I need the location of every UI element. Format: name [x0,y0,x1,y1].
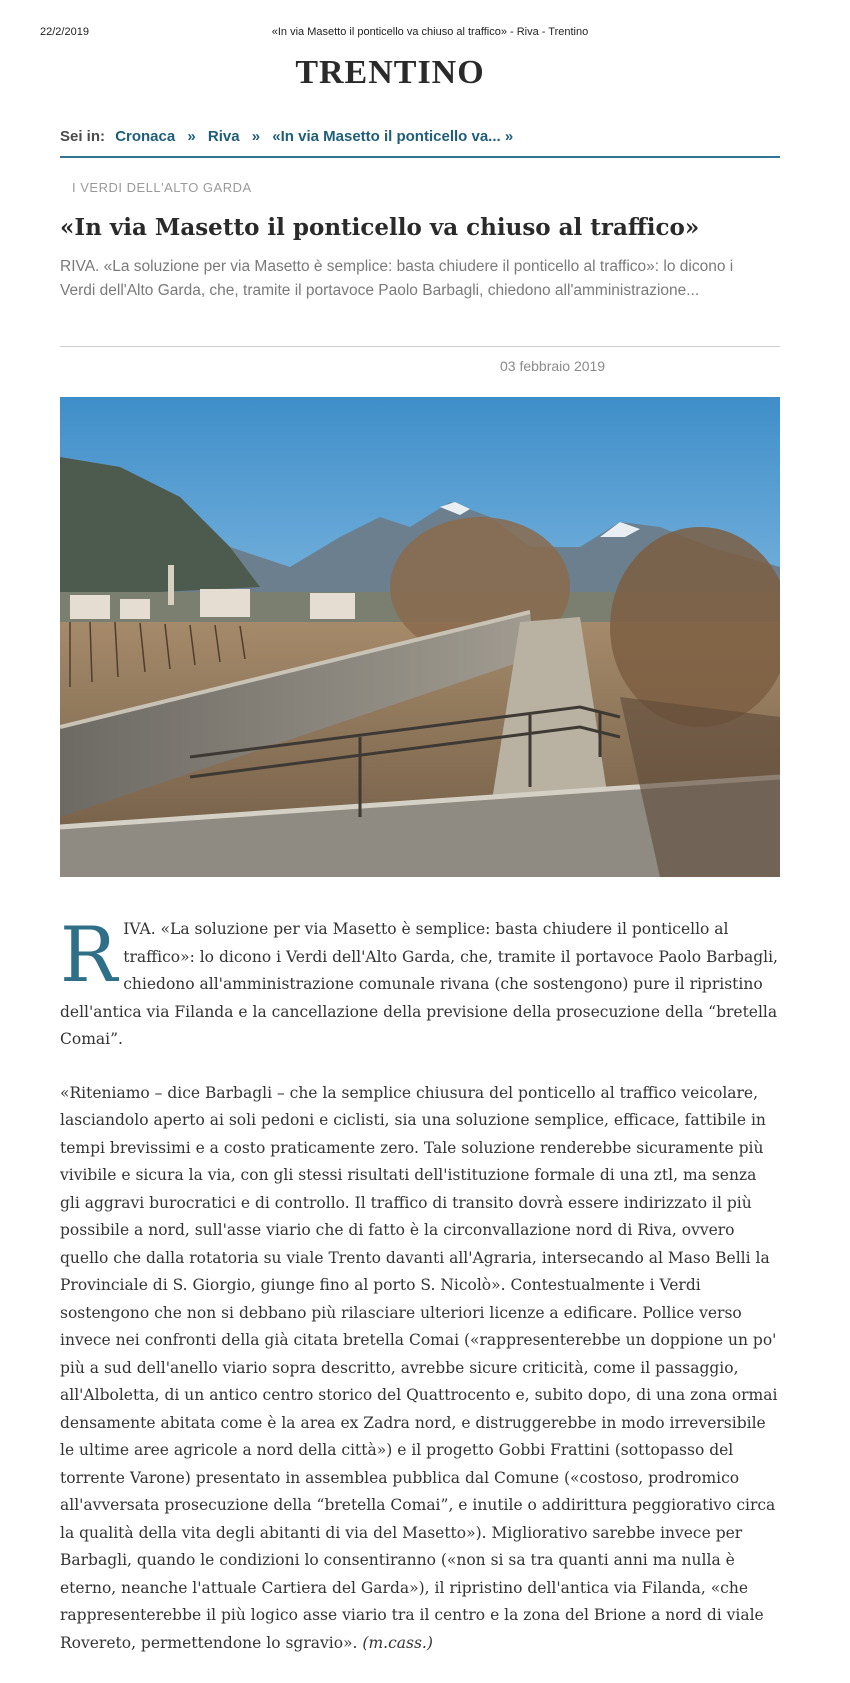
article-body [60,910,780,1683]
article-paragraph [60,1080,780,1658]
publication-date: 03 febbraio 2019 [500,358,606,374]
article-summary: RIVA. «La soluzione per via Masetto è semplice: basta chiudere il ponticello al traffico»: lo dicono i Verdi dell'Alto Garda, che, tramite il portavoce Paolo Barbagli, chiedono all'amministrazione... [60,258,734,299]
breadcrumb-separator: » [251,128,261,145]
article-paragraph [60,910,780,1054]
breadcrumb-separator: » [187,128,196,145]
breadcrumb [60,128,780,145]
breadcrumb-prefix: Sei in: [60,128,106,145]
masthead-logo[interactable]: TRENTINO [295,54,485,91]
article-kicker: I VERDI DELL'ALTO GARDA [72,180,252,195]
breadcrumb-item-riva[interactable]: Riva [207,128,240,145]
breadcrumb-item-cronaca[interactable]: Cronaca [115,128,176,145]
article-headline: «In via Masetto il ponticello va chiuso al traffico» [60,214,700,241]
drop-cap: R [60,910,118,999]
print-page-title: «In via Masetto il ponticello va chiuso al traffico» - Riva - Trentino [271,26,589,38]
paragraph-text: «Riteniamo – dice Barbagli – che la semplice chiusura del ponticello al traffico veicolare, lasciandolo aperto ai soli pedoni e ciclisti, sia una soluzione semplice, efficace, fattibile in tempi brevissimi e a costo praticamente zero. Tale soluzione renderebbe sicuramente più vivibile e sicura la via, con gli stessi risultati dell'istituzione formale di una ztl, ma senza gli aggravi burocratici e di controllo. Il traffico di transito dovrà essere indirizzato il più possibile a nord, sull'asse viario che di fatto è la circonvallazione nord di Riva, ovvero quello che dalla rotatoria su viale Trento davanti all'Agraria, intersecando al Maso Belli la Provinciale di S. Giorgio, giunge fino al porto S. Nicolò». Contestualmente i Verdi sostengono che non si debbano più rilasciare ulteriori licenze a edificare. Pollice verso invece nei confronti della già citata bretella Comai («rappresenterebbe un doppione un po' più a sud dell'anello viario sopra descritto, avrebbe sicure criticità, come il passaggio, all'Alboletta, di un antico centro storico del Quattrocento e, subito dopo, di una zona ormai densamente abitata come è la area ex Zadra nord, e distruggerebbe in modo irreversibile le ultime aree agricole a nord della città») e il progetto Gobbi Frattini (sottopasso del torrente Varone) presentato in assemblea pubblica dal Comune («costoso, prodromico all'avversata prosecuzione della “bretella Comai”, e inutile o addirittura peggiorativo circa la qualità della vita degli abitanti di via del Masetto»). Migliorativo sarebbe invece per Barbagli, quando le condizioni lo consentiranno («non si sa tra quanti anni ma nulla è eterno, neanche l'attuale Cartiera del Garda»), il ripristino dell'antica via Filanda, «che rappresenterebbe il più logico asse viario tra il centro e la zona del Brione a nord di viale Rovereto, permettendone lo sgravio». [60,1083,778,1652]
breadcrumb-item-current: «In via Masetto il ponticello va... » [272,128,514,145]
breadcrumb-divider [60,156,780,158]
article-byline: (m.cass.) [362,1633,433,1652]
print-date: 22/2/2019 [40,26,89,38]
paragraph-text: IVA. «La soluzione per via Masetto è semplice: basta chiudere il ponticello al traffico»: lo dicono i Verdi dell'Alto Garda, che, tramite il portavoce Paolo Barbagli, chiedono all'amministrazione comunale rivana (che sostengono) pure il ripristino dell'antica via Filanda e la cancellazione della previsione della prosecuzione della “bretella Comai”. [60,920,778,1048]
article-photo [60,397,780,877]
summary-divider [60,346,780,347]
